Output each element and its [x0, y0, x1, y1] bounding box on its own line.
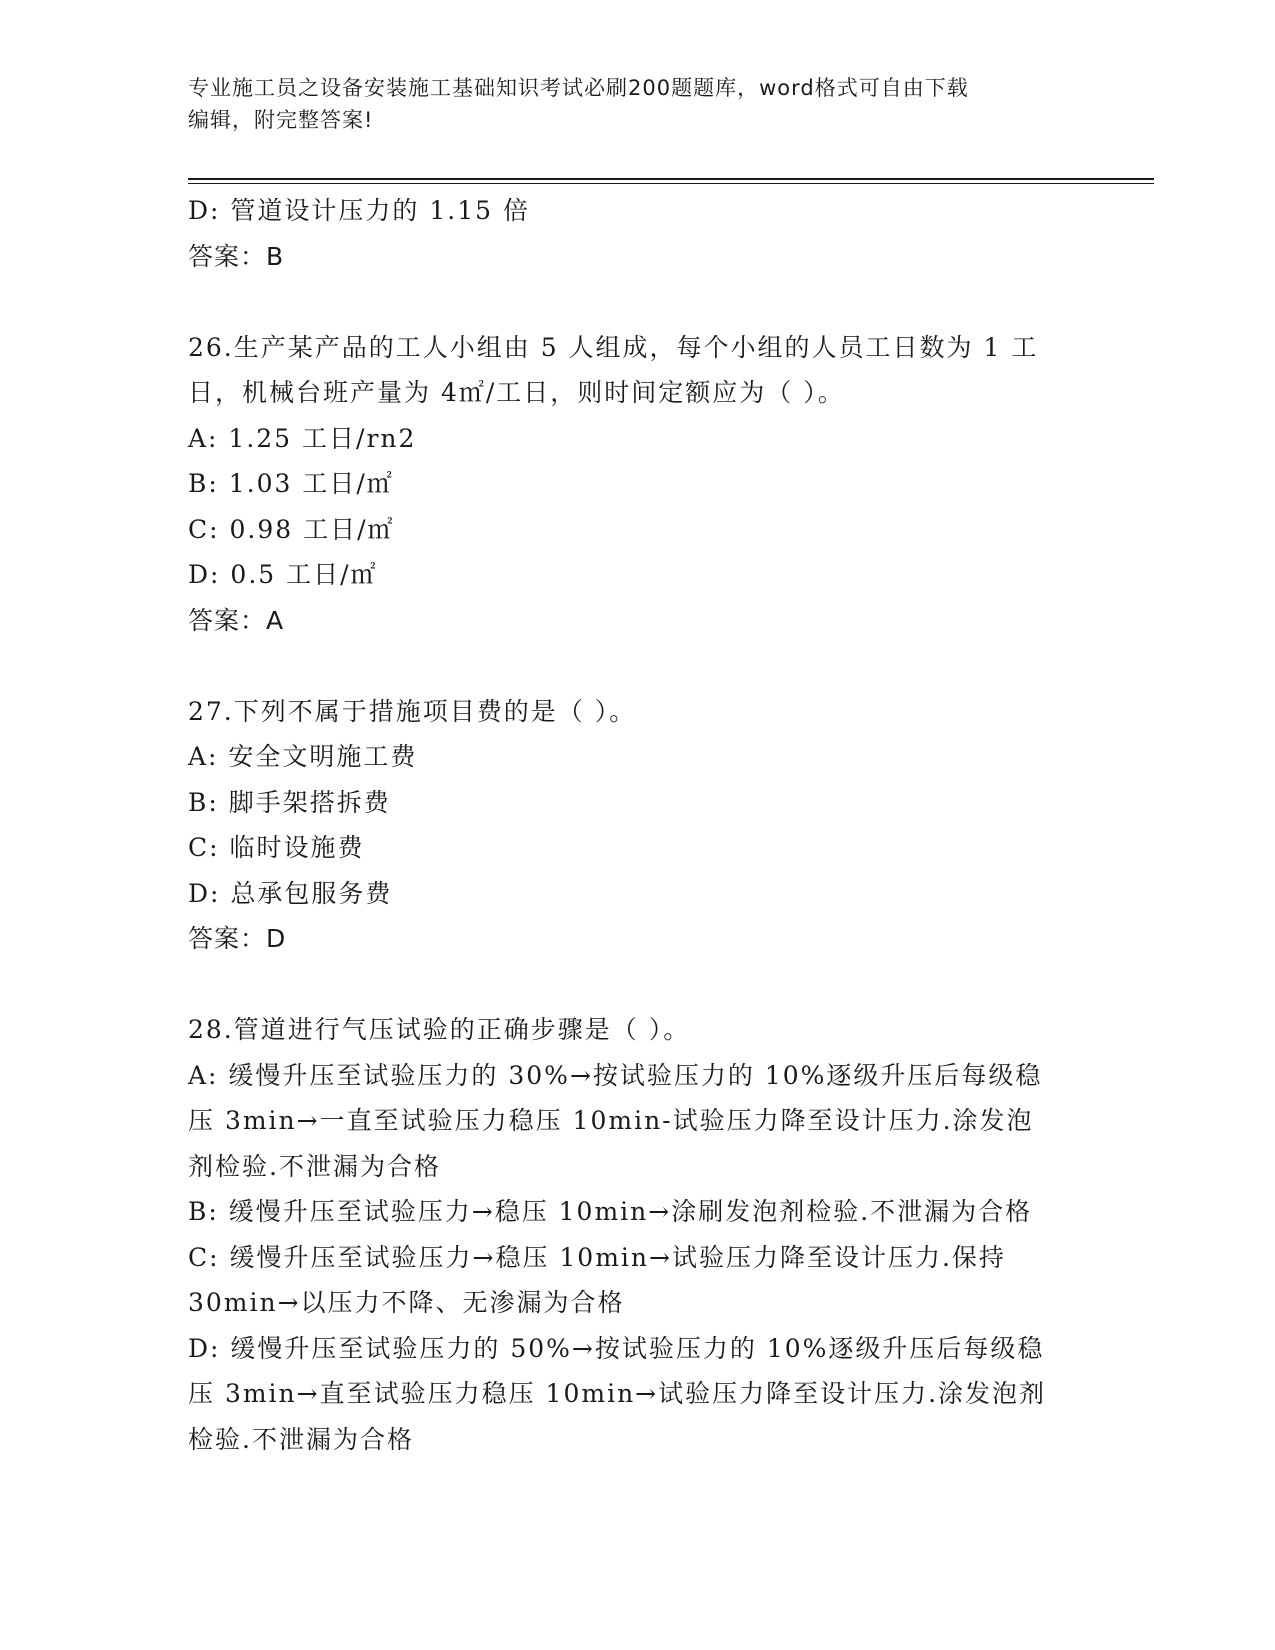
text-line: 日，机械台班产量为 4㎡/工日，则时间定额应为（ ）。 — [188, 378, 845, 407]
header-line-1: 专业施工员之设备安装施工基础知识考试必刷200题题库，word格式可自由下载 — [188, 76, 969, 100]
paragraph-gap — [188, 643, 1088, 689]
text-line: D: 总承包服务费 — [188, 878, 393, 908]
text-line: A: 缓慢升压至试验压力的 30%→按试验压力的 10%逐级升压后每级稳 — [188, 1060, 1043, 1090]
paragraph-gap — [188, 279, 1088, 325]
text-line: 压 3min→直至试验压力稳压 10min→试验压力降至设计压力.涂发泡剂 — [188, 1379, 1047, 1408]
text-line: B: 1.03 工日/㎡ — [188, 469, 394, 498]
text-line: D: 0.5 工日/㎡ — [188, 560, 378, 589]
text-line: 27.下列不属于措施项目费的是（ ）。 — [188, 696, 637, 726]
text-line: B: 脚手架搭拆费 — [188, 787, 391, 817]
answer-line: 答案：D — [188, 924, 287, 953]
text-line: A: 1.25 工日/rn2 — [188, 423, 417, 453]
page-header — [188, 72, 1068, 136]
text-line: 剂检验.不泄漏为合格 — [188, 1151, 441, 1181]
text-line: 检验.不泄漏为合格 — [188, 1424, 414, 1454]
header-divider-thick — [188, 178, 1154, 180]
text-line: A: 安全文明施工费 — [188, 742, 418, 771]
answer-line: 答案：B — [188, 241, 285, 271]
text-line: B: 缓慢升压至试验压力→稳压 10min→涂刷发泡剂检验.不泄漏为合格 — [188, 1197, 1033, 1226]
text-line: 30min→以压力不降、无渗漏为合格 — [188, 1288, 625, 1317]
answer-line: 答案：A — [188, 605, 285, 635]
text-line: 26.生产某产品的工人小组由 5 人组成，每个小组的人员工日数为 1 工 — [188, 332, 1039, 362]
document-body — [188, 188, 1088, 1462]
text-line: C: 缓慢升压至试验压力→稳压 10min→试验压力降至设计压力.保持 — [188, 1242, 1006, 1272]
header-divider-thin — [188, 183, 1154, 184]
text-line: D: 管道设计压力的 1.15 倍 — [188, 196, 530, 225]
text-line: C: 0.98 工日/㎡ — [188, 514, 395, 544]
text-line: C: 临时设施费 — [188, 833, 365, 862]
header-line-2: 编辑，附完整答案! — [188, 108, 374, 132]
text-line: 压 3min→一直至试验压力稳压 10min-试验压力降至设计压力.涂发泡 — [188, 1106, 1034, 1135]
text-line: D: 缓慢升压至试验压力的 50%→按试验压力的 10%逐级升压后每级稳 — [188, 1333, 1045, 1363]
paragraph-gap — [188, 962, 1088, 1008]
text-line: 28.管道进行气压试验的正确步骤是（ ）。 — [188, 1015, 691, 1044]
